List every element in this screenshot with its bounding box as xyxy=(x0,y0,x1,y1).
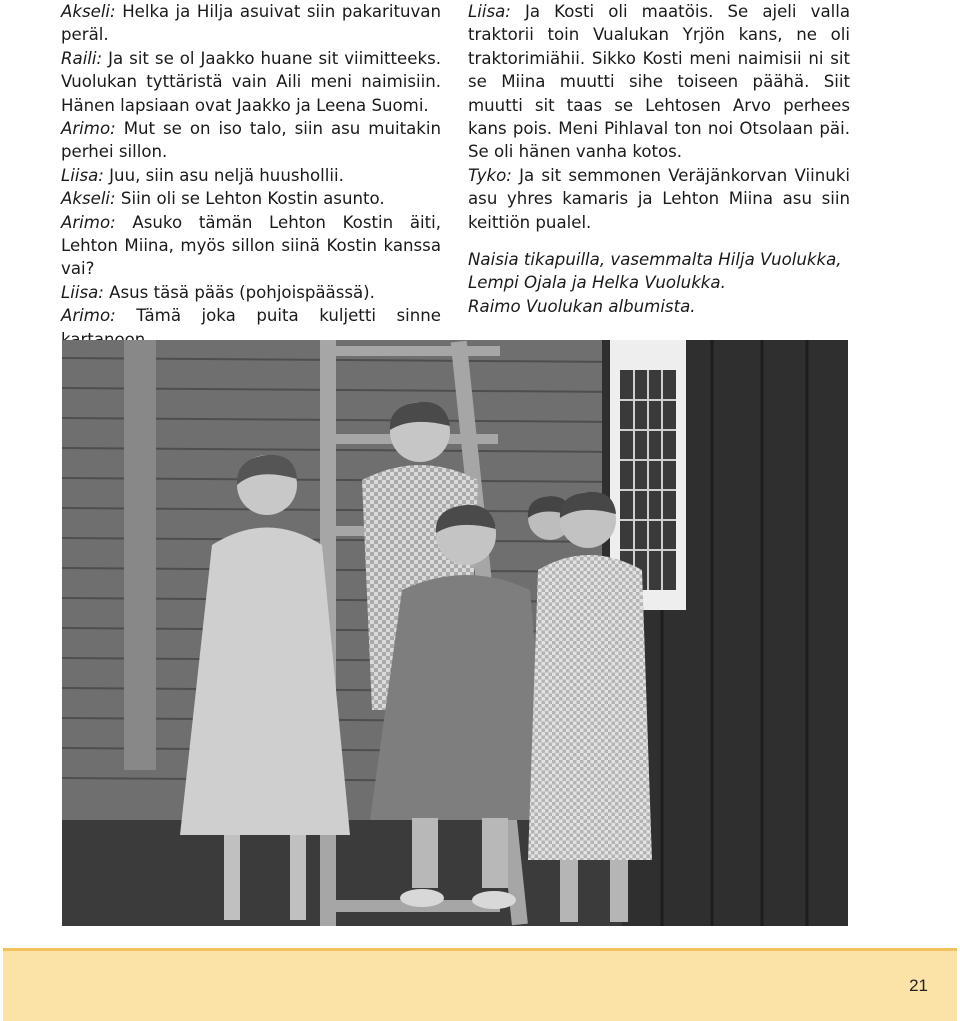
dialogue-text: Ja Kosti oli maatöis. Se ajeli valla traktorii toin Vualukan Yrjön kans, ne oli traktorimiähii. Sikko Kosti meni naimisii ni sit se Miina muutti sihe toiseen päähä. Siit muutti sit taas se Lehtosen Arvo perhees kans pois. Meni Pihlaval ton noi Otsolaan päi. Se oli hänen vanha kotos. xyxy=(468,2,850,162)
speaker-name: Liisa: xyxy=(61,165,104,185)
speaker-name: Arimo: xyxy=(61,306,116,326)
dialogue-paragraph xyxy=(61,0,441,47)
dialogue-text: Ja sit se ol Jaakko huane sit viimitteeks. Vuolukan tyttäristä vain Aili meni naimisiin. Hänen lapsiaan ovat Jaakko ja Leena Suomi. xyxy=(61,48,441,115)
dialogue-text: Asuko tämän Lehton Kostin äiti, Lehton Miina, myös sillon siinä Kostin kanssa vai? xyxy=(61,212,441,279)
dialogue-paragraph xyxy=(468,164,850,234)
dialogue-text: Juu, siin asu neljä huushollii. xyxy=(109,165,344,185)
dialogue-paragraph xyxy=(61,187,441,210)
photo-illustration xyxy=(62,340,848,926)
left-text-column xyxy=(61,0,441,351)
dialogue-paragraph xyxy=(468,0,850,164)
photo-credit: Raimo Vuolukan albumista. xyxy=(468,296,696,316)
dialogue-text: Asus täsä pääs (pohjoispäässä). xyxy=(109,282,375,302)
speaker-name: Liisa: xyxy=(61,282,104,302)
speaker-name: Akseli: xyxy=(61,189,116,209)
dialogue-paragraph xyxy=(61,47,441,117)
speaker-name: Arimo: xyxy=(61,119,116,139)
dialogue-paragraph xyxy=(61,117,441,164)
dialogue-text: Helka ja Hilja asuivat siin pakarituvan peräl. xyxy=(61,2,441,45)
footer-band xyxy=(3,948,957,1021)
speaker-name: Liisa: xyxy=(468,2,511,21)
dialogue-text: Mut se on iso talo, siin asu muitakin perhei sillon. xyxy=(61,119,442,162)
speaker-name: Tyko: xyxy=(468,165,512,185)
caption-spacer xyxy=(468,234,850,248)
dialogue-paragraph xyxy=(61,281,441,304)
page-number: 21 xyxy=(909,976,928,995)
dialogue-text: Ja sit semmonen Veräjänkorvan Viinuki asu yhres kamaris ja Lehton Miina asu siin keittiön pualel. xyxy=(468,165,850,232)
dialogue-paragraph xyxy=(61,211,441,281)
historical-photo xyxy=(62,340,848,926)
corner-post xyxy=(124,340,156,770)
speaker-name: Akseli: xyxy=(61,2,116,21)
right-text-column xyxy=(468,0,850,318)
speaker-name: Raili: xyxy=(61,48,103,68)
dialogue-text: Siin oli se Lehton Kostin asunto. xyxy=(120,189,385,209)
dialogue-text: Tämä joka puita kuljetti sinne xyxy=(136,306,441,326)
speaker-name: Arimo: xyxy=(61,212,116,232)
dialogue-paragraph xyxy=(61,164,441,187)
photo-caption: Naisia tikapuilla, vasemmalta Hilja Vuolukka, Lempi Ojala ja Helka Vuolukka. xyxy=(468,250,842,293)
